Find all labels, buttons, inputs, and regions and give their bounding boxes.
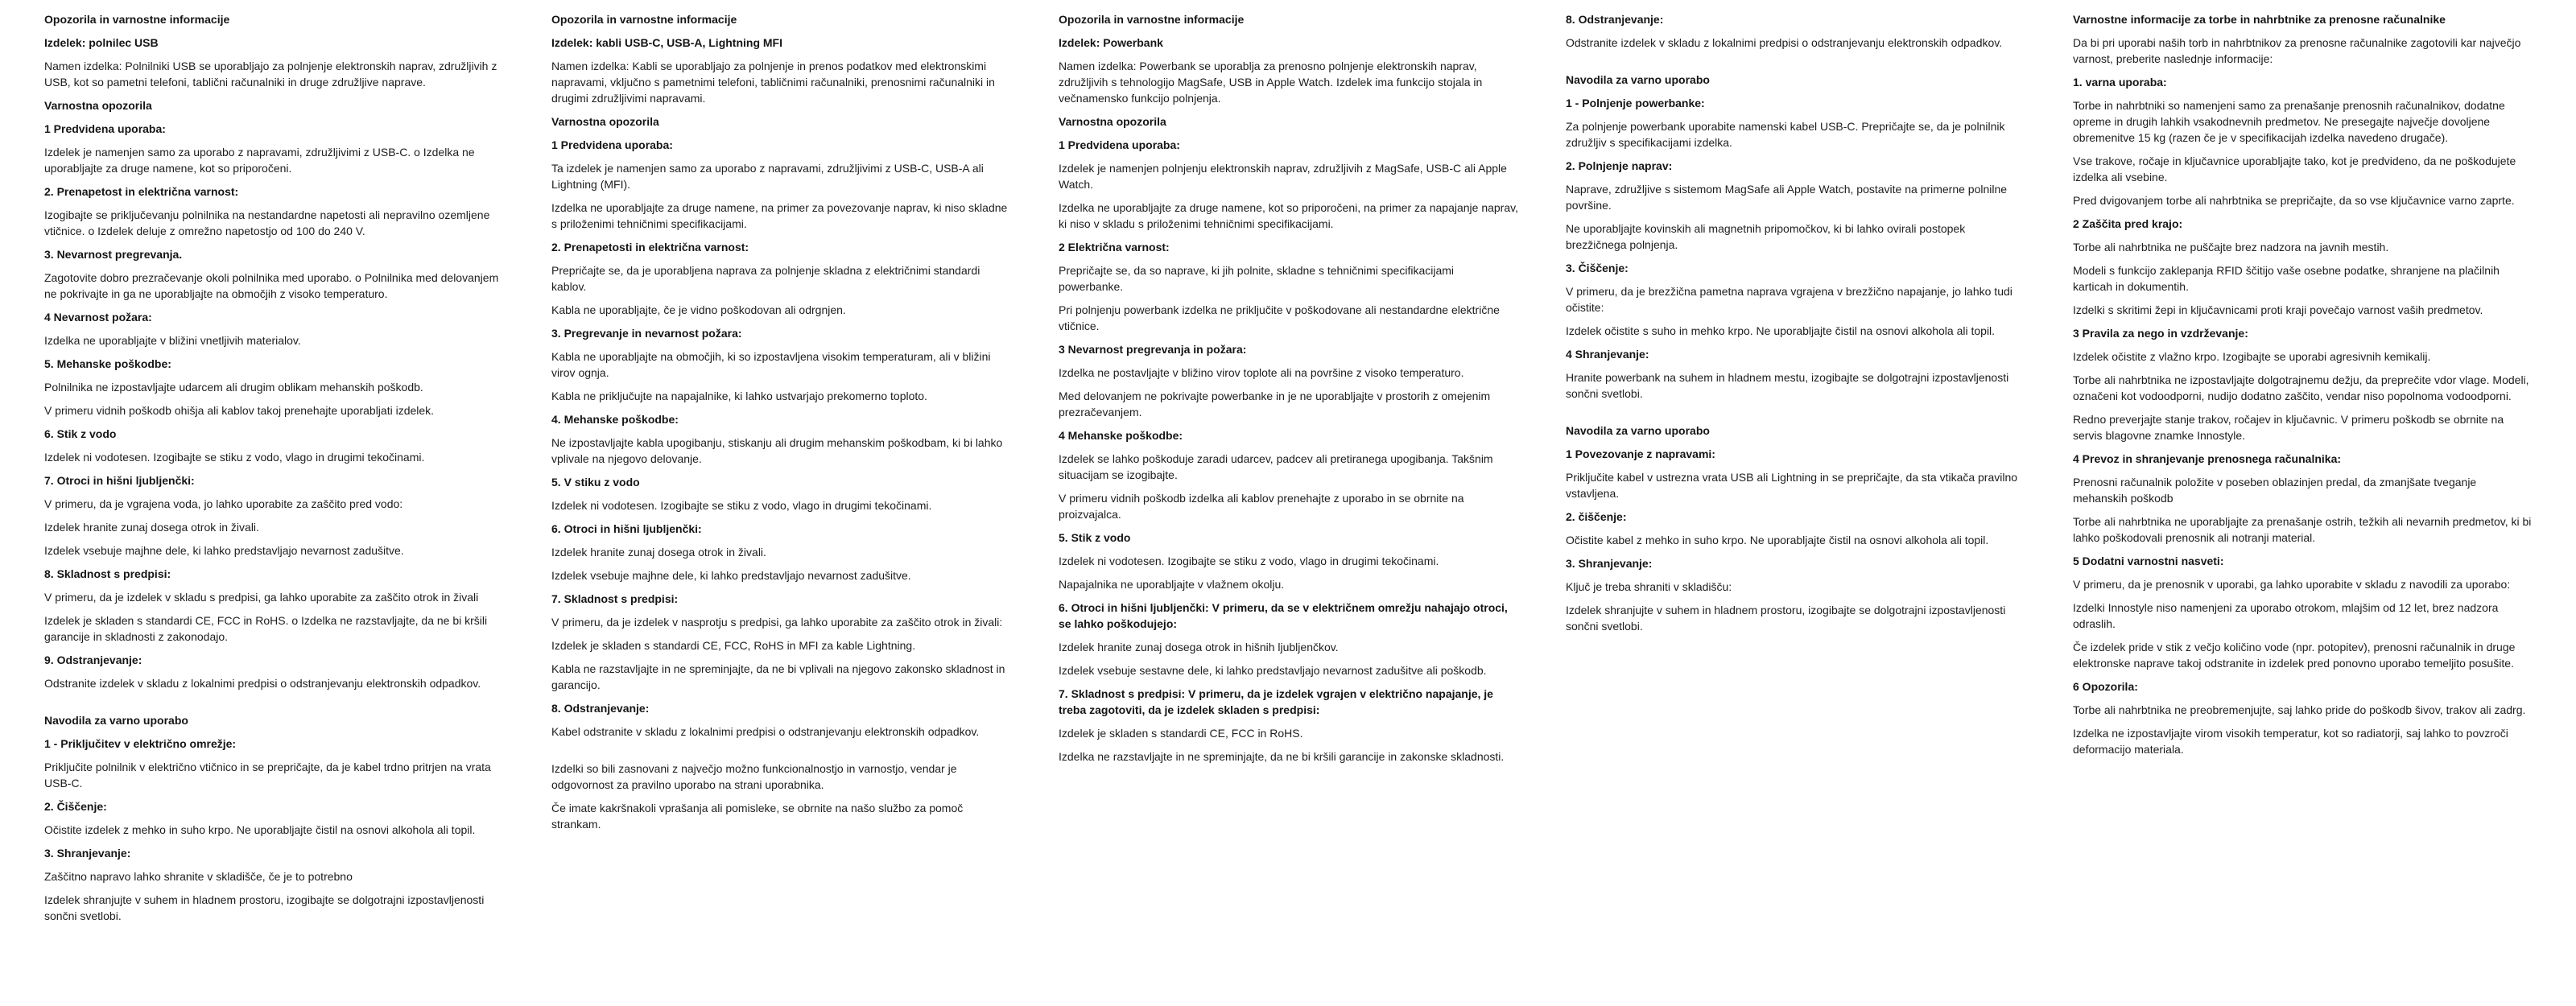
- section-heading: 5. Stik z vodo: [1059, 531, 1131, 544]
- paragraph: Kabel odstranite v skladu z lokalnimi predpisi o odstranjevanju elektronskih odpadkov.: [551, 725, 980, 738]
- paragraph: Izogibajte se priključevanju polnilnika na nestandardne napetosti ali nepravilno ozemljene vtičnice. o Izdelek deluje z omrežno napetostjo od 100 do 240 V.: [44, 208, 490, 237]
- section-heading: 5. V stiku z vodo: [551, 476, 640, 489]
- section-heading: 4. Mehanske poškodbe:: [551, 413, 679, 426]
- paragraph: Pri polnjenju powerbank izdelka ne priključite v poškodovane ali nestandardne električne vtičnice.: [1059, 303, 1500, 332]
- paragraph: V primeru vidnih poškodb ohišja ali kablov takoj prenehajte uporabljati izdelek.: [44, 404, 435, 417]
- section-heading: 3. Čiščenje:: [1566, 262, 1629, 274]
- paragraph: Izdelek vsebuje sestavne dele, ki lahko predstavljajo nevarnost zadušitve ali poškodb.: [1059, 664, 1487, 677]
- paragraph: Izdelek shranjujte v suhem in hladnem prostoru, izogibajte se dolgotrajni izpostavljenosti sončni svetlobi.: [44, 893, 485, 922]
- section-heading: 2 Zaščita pred krajo:: [2073, 217, 2183, 230]
- section-heading: Varnostna opozorila: [1059, 115, 1166, 128]
- paragraph: Polnilnika ne izpostavljajte udarcem ali drugim oblikam mehanskih poškodb.: [44, 381, 423, 394]
- section-heading: Navodila za varno uporabo: [1566, 424, 1710, 437]
- paragraph: Napajalnika ne uporabljajte v vlažnem okolju.: [1059, 578, 1285, 591]
- paragraph: V primeru, da je izdelek v nasprotju s predpisi, ga lahko uporabite za zaščito otrok in živali:: [551, 616, 1003, 629]
- paragraph: Izdelek shranjujte v suhem in hladnem prostoru, izogibajte se dolgotrajni izpostavljenosti sončni svetlobi.: [1566, 604, 2006, 633]
- paragraph: Zaščitno napravo lahko shranite v skladišče, če je to potrebno: [44, 870, 353, 883]
- section-heading: 9. Odstranjevanje:: [44, 653, 142, 666]
- paragraph: Torbe ali nahrbtnika ne puščajte brez nadzora na javnih mestih.: [2073, 241, 2389, 254]
- section-heading: 4 Prevoz in shranjevanje prenosnega računalnika:: [2073, 452, 2342, 465]
- paragraph: Odstranite izdelek v skladu z lokalnimi predpisi o odstranjevanju elektronskih odpadkov.: [1566, 36, 2003, 49]
- paragraph: Za polnjenje powerbank uporabite namenski kabel USB-C. Prepričajte se, da je polnilnik združljiv s specifikacijami izdelka.: [1566, 120, 2005, 149]
- paragraph: Prepričajte se, da so naprave, ki jih polnite, skladne s tehničnimi specifikacijami powerbanke.: [1059, 264, 1455, 293]
- paragraph: Izdelek ni vodotesen. Izogibajte se stiku z vodo, vlago in drugimi tekočinami.: [44, 451, 425, 464]
- paragraph: Izdelki so bili zasnovani z največjo možno funkcionalnostjo in varnostjo, vendar je odgovornost za pravilno uporabo na strani uporabnika.: [551, 762, 957, 791]
- section-heading: 5 Dodatni varnostni nasveti:: [2073, 555, 2224, 567]
- paragraph: Vse trakove, ročaje in ključavnice uporabljajte tako, kot je predvideno, da ne poškodujete izdelka ali vsebine.: [2073, 155, 2516, 183]
- paragraph: Izdelka ne uporabljajte za druge namene, na primer za povezovanje naprav, ki niso skladne s priloženimi tehničnimi specifikacijami.: [551, 201, 1008, 230]
- section-heading: 1 Predvidena uporaba:: [1059, 138, 1180, 151]
- section-heading: 3. Nevarnost pregrevanja.: [44, 248, 183, 261]
- section-heading: 6. Otroci in hišni ljubljenčki:: [551, 522, 702, 535]
- section-heading: 1 Predvidena uporaba:: [551, 138, 673, 151]
- paragraph: Redno preverjajte stanje trakov, ročajev in ključavnic. V primeru poškodb se obrnite na servis blagovne znamke Innostyle.: [2073, 413, 2504, 442]
- section-heading: 8. Odstranjevanje:: [551, 702, 650, 715]
- paragraph: Ne izpostavljajte kabla upogibanju, stiskanju ali drugim mehanskim poškodbam, ki bi lahko vplivale na njegovo delovanje.: [551, 436, 1003, 465]
- section-heading: 3. Pregrevanje in nevarnost požara:: [551, 327, 742, 340]
- paragraph: Izdelek vsebuje majhne dele, ki lahko predstavljajo nevarnost zadušitve.: [551, 569, 911, 582]
- paragraph: Kabla ne uporabljajte na območjih, ki so izpostavljena visokim temperaturam, ali v bližini virov ognja.: [551, 350, 991, 379]
- paragraph: Izdelek je skladen s standardi CE, FCC in RoHS.: [1059, 727, 1303, 740]
- paragraph: Torbe ali nahrbtnika ne izpostavljajte dolgotrajnemu dežju, da preprečite vdor vlage. Modeli, označeni kot vodoodporni, nudijo dodatno zaščito, vendar niso popolnoma vodoodporni.: [2073, 373, 2529, 402]
- section-heading: Izdelek: kabli USB-C, USB-A, Lightning MFI: [551, 36, 782, 49]
- column-powerbank: [1059, 11, 1519, 931]
- paragraph: Namen izdelka: Kabli se uporabljajo za polnjenje in prenos podatkov med elektronskimi napravami, vključno s pametnimi telefoni, tabličnimi računalniki, prenosnimi računalniki in drugimi združljivimi napravami.: [551, 60, 995, 105]
- section-heading: 4 Shranjevanje:: [1566, 348, 1649, 361]
- paragraph: Namen izdelka: Polnilniki USB se uporabljajo za polnjenje elektronskih naprav, združljivih z USB, kot so pametni telefoni, tablični računalniki in druge združljive naprave.: [44, 60, 497, 89]
- section-heading: Varnostna opozorila: [551, 115, 659, 128]
- paragraph: Izdelka ne postavljajte v bližino virov toplote ali na površine z visoko temperaturo.: [1059, 366, 1464, 379]
- paragraph: V primeru, da je vgrajena voda, jo lahko uporabite za zaščito pred vodo:: [44, 497, 403, 510]
- paragraph: V primeru, da je prenosnik v uporabi, ga lahko uporabite v skladu z navodili za uporabo:: [2073, 578, 2511, 591]
- paragraph: Kabla ne uporabljajte, če je vidno poškodovan ali odrgnjen.: [551, 303, 846, 316]
- paragraph: Torbe ali nahrbtnika ne preobremenjujte, saj lahko pride do poškodb šivov, trakov ali zadrg.: [2073, 703, 2526, 716]
- paragraph: Priključite kabel v ustrezna vrata USB ali Lightning in se prepričajte, da sta vtikača pravilno vstavljena.: [1566, 471, 2018, 500]
- section-heading: 6 Opozorila:: [2073, 680, 2138, 693]
- paragraph: Kabla ne razstavljajte in ne spreminjajte, da ne bi vplivali na njegovo zakonsko skladnost in garancijo.: [551, 662, 1005, 691]
- paragraph: Če izdelek pride v stik z večjo količino vode (npr. potopitev), prenosni računalnik in druge elektronske naprave takoj odstranite in izdelek pred ponovno uporabo temeljito posušite.: [2073, 641, 2516, 670]
- paragraph: Izdelek hranite zunaj dosega otrok in živali.: [551, 546, 766, 559]
- section-heading: 2. Čiščenje:: [44, 800, 107, 813]
- paragraph: Zagotovite dobro prezračevanje okoli polnilnika med uporabo. o Polnilnika med delovanjem ne pokrivajte in ga ne uporabljajte na območjih z visoko temperaturo.: [44, 271, 499, 300]
- paragraph: Torbe ali nahrbtnika ne uporabljajte za prenašanje ostrih, težkih ali nevarnih predmetov, ki bi lahko poškodovali prenosnik ali notranji material.: [2073, 515, 2532, 544]
- section-heading: 7. Otroci in hišni ljubljenčki:: [44, 474, 195, 487]
- paragraph: Izdelek hranite zunaj dosega otrok in živali.: [44, 521, 259, 534]
- section-heading: 2. čiščenje:: [1566, 510, 1627, 523]
- section-heading: Navodila za varno uporabo: [44, 714, 188, 727]
- section-heading: Opozorila in varnostne informacije: [1059, 13, 1245, 26]
- paragraph: Izdelek očistite s suho in mehko krpo. Ne uporabljajte čistil na osnovi alkohola ali topil.: [1566, 324, 1996, 337]
- paragraph: Očistite kabel z mehko in suho krpo. Ne uporabljajte čistil na osnovi alkohola ali topil.: [1566, 534, 1989, 546]
- section-heading: 3. Shranjevanje:: [44, 847, 131, 860]
- paragraph: Hranite powerbank na suhem in hladnem mestu, izogibajte se dolgotrajni izpostavljenosti sončni svetlobi.: [1566, 371, 2009, 400]
- section-heading: 2. Polnjenje naprav:: [1566, 159, 1673, 172]
- section-heading: 2. Prenapetosti in električna varnost:: [551, 241, 749, 254]
- section-heading: Izdelek: Powerbank: [1059, 36, 1163, 49]
- paragraph: Izdelek hranite zunaj dosega otrok in hišnih ljubljenčkov.: [1059, 641, 1339, 653]
- paragraph: Izdelek je skladen s standardi CE, FCC, RoHS in MFI za kable Lightning.: [551, 639, 916, 652]
- column-polnilec-usb: [44, 11, 505, 931]
- paragraph: Pred dvigovanjem torbe ali nahrbtnika se prepričajte, da so vse ključavnice varno zaprte.: [2073, 194, 2515, 207]
- paragraph: Izdelek očistite z vlažno krpo. Izogibajte se uporabi agresivnih kemikalij.: [2073, 350, 2431, 363]
- paragraph: Izdelek je namenjen samo za uporabo z napravami, združljivimi z USB-C. o Izdelka ne uporabljajte za druge namene, kot so priporočeni.: [44, 146, 475, 175]
- section-heading: Opozorila in varnostne informacije: [551, 13, 737, 26]
- paragraph: Namen izdelka: Powerbank se uporablja za prenosno polnjenje elektronskih naprav, združljivih s tehnologijo MagSafe, USB in Apple Watch. Izdelek ima funkcijo stojala in večnamensko funkcijo polnjenja.: [1059, 60, 1483, 105]
- section-heading: 7. Skladnost s predpisi: V primeru, da je izdelek vgrajen v električno napajanje, je treba zagotoviti, da je izdelek skladen s predpisi:: [1059, 687, 1493, 716]
- paragraph: V primeru, da je brezžična pametna naprava vgrajena v brezžično napajanje, jo lahko tudi očistite:: [1566, 285, 2013, 314]
- column-kabli: [551, 11, 1012, 931]
- section-heading: 1 Predvidena uporaba:: [44, 122, 166, 135]
- section-heading: 1. varna uporaba:: [2073, 76, 2167, 89]
- paragraph: V primeru vidnih poškodb izdelka ali kablov prenehajte z uporabo in se obrnite na proizvajalca.: [1059, 492, 1464, 521]
- section-heading: 6. Stik z vodo: [44, 427, 117, 440]
- section-heading: Opozorila in varnostne informacije: [44, 13, 230, 26]
- paragraph: Izdelek je namenjen polnjenju elektronskih naprav, združljivih z MagSafe, USB-C ali Apple Watch.: [1059, 162, 1507, 191]
- paragraph: Če imate kakršnakoli vprašanja ali pomisleke, se obrnite na našo službo za pomoč strankam.: [551, 802, 964, 831]
- paragraph: Izdelek vsebuje majhne dele, ki lahko predstavljajo nevarnost zadušitve.: [44, 544, 404, 557]
- paragraph: V primeru, da je izdelek v skladu s predpisi, ga lahko uporabite za zaščito otrok in živali: [44, 591, 479, 604]
- section-heading: 2 Električna varnost:: [1059, 241, 1170, 254]
- paragraph: Izdelki Innostyle niso namenjeni za uporabo otrokom, mlajšim od 12 let, brez nadzora odraslih.: [2073, 601, 2499, 630]
- section-heading: 2. Prenapetost in električna varnost:: [44, 185, 239, 198]
- paragraph: Izdelek je skladen s standardi CE, FCC in RoHS. o Izdelka ne razstavljajte, da ne bi kršili garancije in skladnosti z zakonodajo.: [44, 614, 488, 643]
- paragraph: Kabla ne priključujte na napajalnike, ki lahko ustvarjajo prekomerno toploto.: [551, 390, 927, 402]
- paragraph: Da bi pri uporabi naših torb in nahrbtnikov za prenosne računalnike zagotovili kar največjo varnost, preberite naslednje informacije:: [2073, 36, 2521, 65]
- section-heading: 7. Skladnost s predpisi:: [551, 592, 679, 605]
- section-heading: 4 Nevarnost požara:: [44, 311, 152, 324]
- section-heading: 1 Povezovanje z napravami:: [1566, 447, 1715, 460]
- paragraph: Očistite izdelek z mehko in suho krpo. Ne uporabljajte čistil na osnovi alkohola ali topil.: [44, 823, 476, 836]
- paragraph: Torbe in nahrbtniki so namenjeni samo za prenašanje prenosnih računalnikov, dodatne opreme in drugih lahkih vsakodnevnih predmetov. Ne presegajte največje dovoljene obremenitve 15 kg (razen če je v specifikacijah izdelka navedeno drugače).: [2073, 99, 2505, 144]
- paragraph: Izdelka ne izpostavljajte virom visokih temperatur, kot so radiatorji, saj lahko to povzroči deformacijo materiala.: [2073, 727, 2508, 756]
- section-heading: 3 Nevarnost pregrevanja in požara:: [1059, 343, 1247, 356]
- section-heading: 1 - Priključitev v električno omrežje:: [44, 737, 237, 750]
- section-heading: Varnostne informacije za torbe in nahrbtnike za prenosne računalnike: [2073, 13, 2446, 26]
- paragraph: Ne uporabljajte kovinskih ali magnetnih pripomočkov, ki bi lahko ovirali postopek brezžičnega polnjenja.: [1566, 222, 1966, 251]
- paragraph: Prenosni računalnik položite v poseben oblazinjen predal, da zmanjšate tveganje mehanskih poškodb: [2073, 476, 2477, 505]
- paragraph: Izdelka ne uporabljajte v bližini vnetljivih materialov.: [44, 334, 301, 347]
- paragraph: Izdelek se lahko poškoduje zaradi udarcev, padcev ali pretiranega upogibanja. Takšnim situacijam se izogibajte.: [1059, 452, 1493, 481]
- section-heading: Navodila za varno uporabo: [1566, 73, 1710, 86]
- paragraph: Prepričajte se, da je uporabljena naprava za polnjenje skladna z električnimi standardi kablov.: [551, 264, 980, 293]
- section-heading: 8. Skladnost s predpisi:: [44, 567, 171, 580]
- section-heading: 3. Shranjevanje:: [1566, 557, 1653, 570]
- section-heading: Varnostna opozorila: [44, 99, 152, 112]
- column-torbe: [2073, 11, 2533, 931]
- column-powerbank-navodila: [1566, 11, 2026, 931]
- section-heading: 5. Mehanske poškodbe:: [44, 357, 171, 370]
- section-heading: 4 Mehanske poškodbe:: [1059, 429, 1183, 442]
- paragraph: Odstranite izdelek v skladu z lokalnimi predpisi o odstranjevanju elektronskih odpadkov.: [44, 677, 481, 690]
- paragraph: Med delovanjem ne pokrivajte powerbanke in je ne uporabljajte v prostorih z omejenim prezračevanjem.: [1059, 390, 1491, 418]
- paragraph: Izdelki s skritimi žepi in ključavnicami proti kraji povečajo varnost vaših predmetov.: [2073, 303, 2483, 316]
- paragraph: Ta izdelek je namenjen samo za uporabo z napravami, združljivimi z USB-C, USB-A ali Lightning (MFI).: [551, 162, 984, 191]
- section-heading: Izdelek: polnilec USB: [44, 36, 159, 49]
- paragraph: Izdelek ni vodotesen. Izogibajte se stiku z vodo, vlago in drugimi tekočinami.: [551, 499, 932, 512]
- paragraph: Izdelek ni vodotesen. Izogibajte se stiku z vodo, vlago in drugimi tekočinami.: [1059, 555, 1439, 567]
- paragraph: Priključite polnilnik v električno vtičnico in se prepričajte, da je kabel trdno pritrjen na vrata USB-C.: [44, 761, 491, 790]
- section-heading: 6. Otroci in hišni ljubljenčki: V primeru, da se v električnem omrežju nahajajo otroci, se lahko poškodujejo:: [1059, 601, 1508, 630]
- section-heading: 1 - Polnjenje powerbanke:: [1566, 97, 1705, 109]
- paragraph: Naprave, združljive s sistemom MagSafe ali Apple Watch, postavite na primerne polnilne površine.: [1566, 183, 2008, 212]
- section-heading: 8. Odstranjevanje:: [1566, 13, 1664, 26]
- paragraph: Izdelka ne razstavljajte in ne spreminjajte, da ne bi kršili garancije in zakonske skladnosti.: [1059, 750, 1505, 763]
- section-heading: 3 Pravila za nego in vzdrževanje:: [2073, 327, 2248, 340]
- paragraph: Modeli s funkcijo zaklepanja RFID ščitijo vaše osebne podatke, shranjene na plačilnih karticah in dokumentih.: [2073, 264, 2500, 293]
- paragraph: Izdelka ne uporabljajte za druge namene, kot so priporočeni, na primer za napajanje naprav, ki niso v skladu s priloženimi tehničnimi specifikacijami.: [1059, 201, 1518, 230]
- paragraph: Ključ je treba shraniti v skladišču:: [1566, 580, 1732, 593]
